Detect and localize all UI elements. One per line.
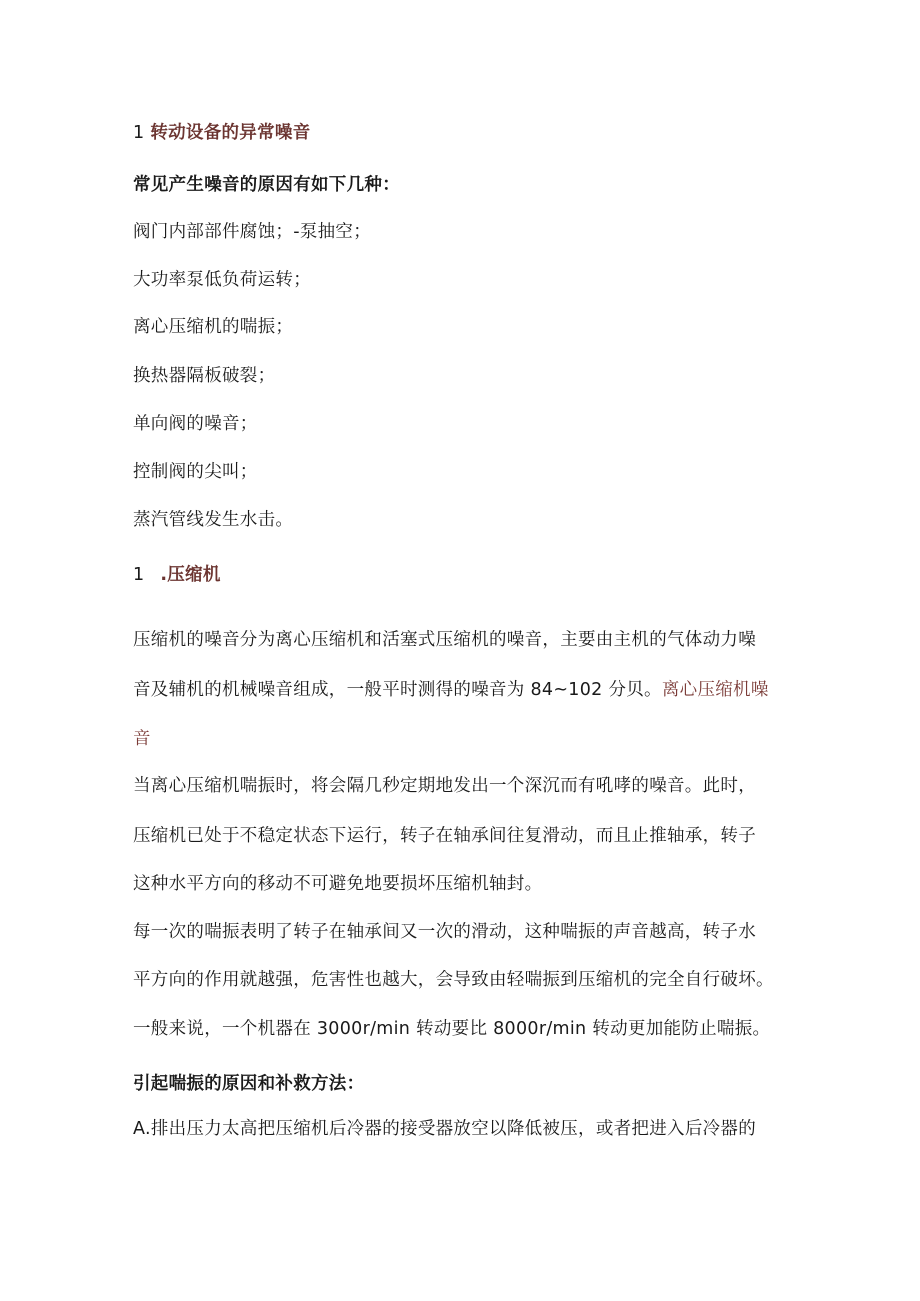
paragraph-1-line-2: [133, 678, 769, 702]
item-a: A.排出压力太高把压缩机后冷器的接受器放空以降低被压，或者把进入后冷器的: [133, 1119, 757, 1139]
paragraph-4: 一般来说，一个机器在 3000r/min 转动要比 8000r/min 转动更加能防止喘振。: [133, 1019, 771, 1039]
cause-item-7: 蒸汽管线发生水击。: [133, 510, 294, 530]
heading-section-compressor: [133, 563, 221, 587]
heading-surge-causes: 引起喘振的原因和补救方法：: [133, 1074, 365, 1094]
paragraph-2-line-3: 这种水平方向的移动不可避免地要损坏压缩机轴封。: [133, 874, 543, 894]
heading-number: 1: [133, 565, 145, 585]
subheading-continuation: 音: [133, 729, 151, 749]
cause-item-5: 单向阀的噪音；: [133, 414, 258, 434]
cause-item-3: 离心压缩机的喘振；: [133, 317, 294, 337]
paragraph-3-line-1: 每一次的喘振表明了转子在轴承间又一次的滑动，这种喘振的声音越高，转子水: [133, 922, 756, 942]
paragraph-3-line-2: 平方向的作用就越强，危害性也越大，会导致由轻喘振到压缩机的完全自行破坏。: [133, 970, 774, 990]
cause-item-2: 大功率泵低负荷运转；: [133, 270, 311, 290]
paragraph-1-line-1: 压缩机的噪音分为离心压缩机和活塞式压缩机的噪音，主要由主机的气体动力噪: [133, 630, 756, 650]
heading-number: 1: [133, 123, 145, 143]
heading-section-1: [133, 121, 311, 145]
subheading-text: 离心压缩机噪: [661, 680, 769, 700]
cause-item-4: 换热器隔板破裂；: [133, 366, 276, 386]
paragraph-text: 音及辅机的机械噪音组成，一般平时测得的噪音为 84~102 分贝。: [133, 680, 662, 700]
heading-text: .压缩机: [160, 565, 221, 585]
paragraph-2-line-1: 当离心压缩机喘振时，将会隔几秒定期地发出一个深沉而有吼哮的噪音。此时，: [133, 776, 756, 796]
heading-text: 转动设备的异常噪音: [150, 123, 311, 143]
paragraph-2-line-2: 压缩机已处于不稳定状态下运行，转子在轴承间往复滑动，而且止推轴承，转子: [133, 826, 756, 846]
cause-item-1: 阀门内部部件腐蚀；-泵抽空；: [133, 222, 372, 242]
intro-line: 常见产生噪音的原因有如下几种：: [133, 175, 400, 195]
cause-item-6: 控制阀的尖叫；: [133, 462, 258, 482]
